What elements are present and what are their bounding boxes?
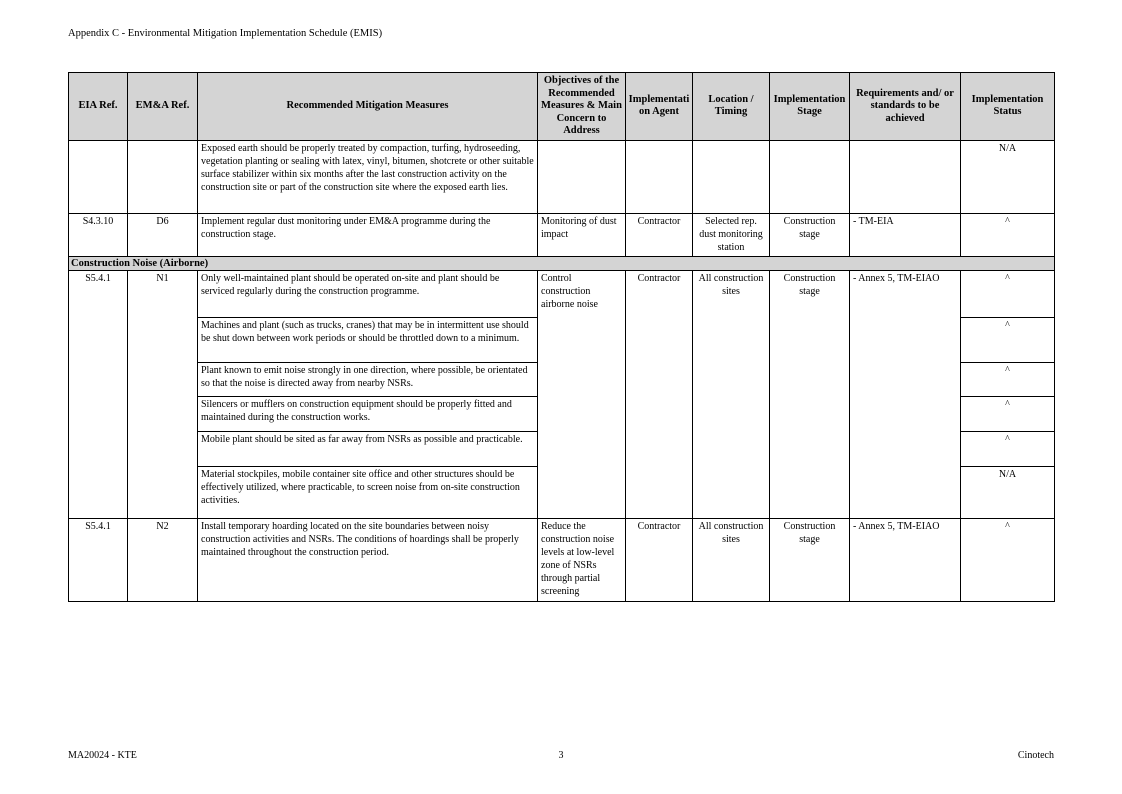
emis-table [68, 72, 1055, 602]
col-header-agent: Implementation Agent [626, 73, 693, 141]
cell-objectives: Monitoring of dust impact [538, 213, 626, 256]
col-header-ema-ref: EM&A Ref. [128, 73, 198, 141]
cell-measure: Install temporary hoarding located on the site boundaries between noisy construction activities and NSRs. The conditions of hoardings shall be properly maintained throughout the construction period. [198, 518, 538, 601]
cell-status: ^ [961, 518, 1055, 601]
cell-agent [626, 140, 693, 213]
cell-eia-ref: S5.4.1 [69, 270, 128, 518]
cell-location: All construction sites [693, 518, 770, 601]
cell-status: N/A [961, 466, 1055, 518]
cell-measure: Material stockpiles, mobile container site office and other structures should be effectively utilized, where practicable, to screen noise from on-site construction activities. [198, 466, 538, 518]
cell-measure: Silencers or mufflers on construction equipment should be properly fitted and maintained during the construction works. [198, 396, 538, 431]
cell-eia-ref: S4.3.10 [69, 213, 128, 256]
cell-location [693, 140, 770, 213]
footer-company: Cinotech [1017, 750, 1054, 761]
cell-objectives [538, 140, 626, 213]
cell-objectives: Control construction airborne noise [538, 270, 626, 518]
col-header-objectives: Objectives of the Recommended Measures & Main Concern to Address [538, 73, 626, 141]
cell-stage: Construction stage [770, 270, 850, 518]
col-header-measures: Recommended Mitigation Measures [198, 73, 538, 141]
cell-agent: Contractor [626, 213, 693, 256]
col-header-status: Implementation Status [961, 73, 1055, 141]
cell-measure: Machines and plant (such as trucks, cranes) that may be in intermittent use should be shut down between work periods or should be throttled down to a minimum. [198, 317, 538, 362]
cell-stage [770, 140, 850, 213]
cell-measure: Mobile plant should be sited as far away from NSRs as possible and practicable. [198, 431, 538, 466]
table-row [69, 518, 1055, 601]
section-header-row [69, 256, 1055, 270]
col-header-eia-ref: EIA Ref. [69, 73, 128, 141]
cell-ema-ref: D6 [128, 213, 198, 256]
cell-status: ^ [961, 317, 1055, 362]
cell-requirements: - Annex 5, TM-EIAO [850, 270, 961, 518]
table-row [69, 140, 1055, 213]
cell-location: All construction sites [693, 270, 770, 518]
cell-measure: Implement regular dust monitoring under EM&A programme during the construction stage. [198, 213, 538, 256]
cell-status: ^ [961, 431, 1055, 466]
cell-stage: Construction stage [770, 213, 850, 256]
cell-eia-ref [69, 140, 128, 213]
cell-measure: Exposed earth should be properly treated by compaction, turfing, hydroseeding, vegetation planting or sealing with latex, vinyl, bitumen, shotcrete or other suitable surface stabilizer within six months after the last construction activity on the construction site or part of the construction site where the exposed earth lies. [198, 140, 538, 213]
cell-status: ^ [961, 213, 1055, 256]
cell-requirements: - Annex 5, TM-EIAO [850, 518, 961, 601]
cell-status: ^ [961, 270, 1055, 317]
footer-page-number: 3 [558, 750, 564, 761]
cell-ema-ref: N2 [128, 518, 198, 601]
section-header-label: Construction Noise (Airborne) [69, 256, 1055, 270]
table-header-row [69, 73, 1055, 141]
col-header-stage: Implementation Stage [770, 73, 850, 141]
cell-agent: Contractor [626, 270, 693, 518]
col-header-location: Location / Timing [693, 73, 770, 141]
cell-status: ^ [961, 362, 1055, 396]
col-header-requirements: Requirements and/ or standards to be achieved [850, 73, 961, 141]
cell-ema-ref [128, 140, 198, 213]
cell-measure: Only well-maintained plant should be operated on-site and plant should be serviced regularly during the construction programme. [198, 270, 538, 317]
cell-requirements: - TM-EIA [850, 213, 961, 256]
cell-eia-ref: S5.4.1 [69, 518, 128, 601]
table-row [69, 213, 1055, 256]
cell-agent: Contractor [626, 518, 693, 601]
cell-status: N/A [961, 140, 1055, 213]
cell-location: Selected rep. dust monitoring station [693, 213, 770, 256]
cell-status: ^ [961, 396, 1055, 431]
cell-requirements [850, 140, 961, 213]
table-row [69, 270, 1055, 317]
cell-measure: Plant known to emit noise strongly in one direction, where possible, be orientated so that the noise is directed away from nearby NSRs. [198, 362, 538, 396]
footer-project-code: MA20024 - KTE [68, 750, 137, 761]
cell-objectives: Reduce the construction noise levels at low-level zone of NSRs through partial screening [538, 518, 626, 601]
cell-stage: Construction stage [770, 518, 850, 601]
page-title: Appendix C - Environmental Mitigation Implementation Schedule (EMIS) [68, 28, 383, 39]
cell-ema-ref: N1 [128, 270, 198, 518]
